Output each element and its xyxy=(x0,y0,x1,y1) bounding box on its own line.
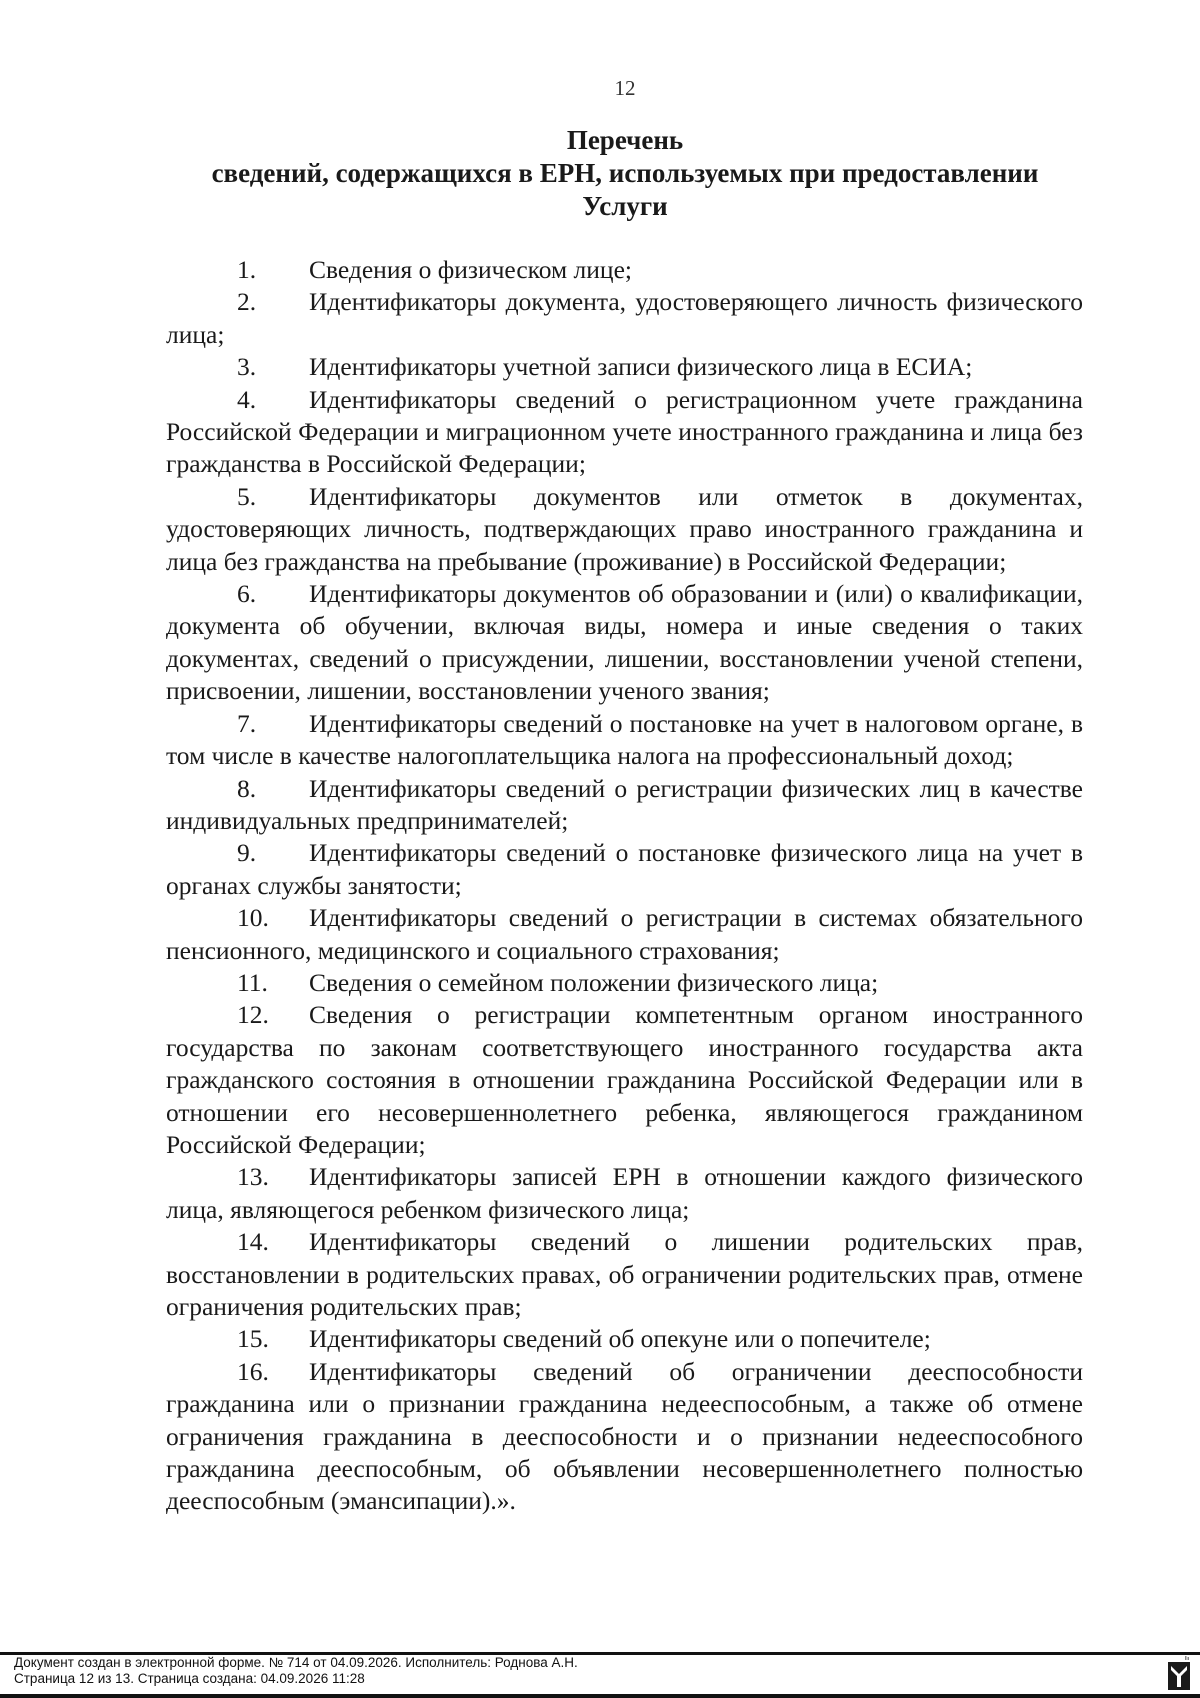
list-item xyxy=(166,708,1083,773)
item-number: 1. xyxy=(237,255,257,284)
item-text: Сведения о семейном положении физического лица; xyxy=(309,967,879,997)
document-title xyxy=(160,124,1090,223)
item-text: Идентификаторы сведений о постановке физического лица на учет в органах службы занятости; xyxy=(166,838,1083,900)
page-number: 12 xyxy=(614,76,636,100)
item-number: 12. xyxy=(237,1000,269,1030)
list-item xyxy=(166,837,1083,902)
footer-bottom-border xyxy=(0,1694,1200,1698)
item-number: 10. xyxy=(237,903,269,933)
item-text: Идентификаторы сведений об опекуне или о попечителе; xyxy=(309,1324,931,1354)
list-item xyxy=(166,1226,1083,1323)
items-list xyxy=(166,254,1083,1518)
list-item xyxy=(166,384,1083,481)
item-number: 13. xyxy=(237,1162,269,1192)
item-number: 2. xyxy=(237,287,257,317)
title-line-1: Перечень xyxy=(566,125,684,155)
title-line-3: Услуги xyxy=(582,191,668,221)
item-text: Идентификаторы сведений о регистрации физических лиц в качестве индивидуальных предпринимателей; xyxy=(166,773,1083,835)
item-number: 7. xyxy=(237,708,257,738)
item-text: Идентификаторы записей ЕРН в отношении каждого физического лица, являющегося ребенком физического лица; xyxy=(166,1162,1083,1224)
list-item xyxy=(166,902,1083,967)
item-text: Идентификаторы сведений о регистрации в системах обязательного пенсионного, медицинского и социального страхования; xyxy=(166,903,1083,965)
footer-stamp xyxy=(14,1655,578,1687)
list-item xyxy=(166,286,1083,351)
list-item xyxy=(166,481,1083,578)
item-text: Идентификаторы сведений о постановке на учет в налоговом органе, в том числе в качестве налогоплательщика налога на профессиональный доход; xyxy=(166,708,1083,771)
item-text: Сведения о регистрации компетентным органом иностранного государства по законам соответствующего иностранного государства акта гражданского состояния в отношении гражданина Российской Федерации или в отношении его несовершеннолетнего ребенка, являющегося гражданином Российской Федерации; xyxy=(166,1000,1083,1159)
item-number: 4. xyxy=(237,384,257,414)
item-text: Идентификаторы учетной записи физического лица в ЕСИА; xyxy=(309,352,973,382)
item-text: Идентификаторы документа, удостоверяющего личность физического лица; xyxy=(166,287,1083,349)
footer-line-2: Страница 12 из 13. Страница создана: 04.09.2026 11:28 xyxy=(14,1671,365,1686)
item-text: Сведения о физическом лице; xyxy=(309,255,632,284)
title-line-2: сведений, содержащихся в ЕРН, используемых при предоставлении xyxy=(211,158,1039,188)
list-item xyxy=(166,967,1083,999)
list-item xyxy=(166,351,1083,383)
item-text: Идентификаторы сведений об ограничении дееспособности гражданина или о признании гражданина недееспособным, а также об отмене ограничения гражданина в дееспособности и о признании недееспособного гражданина дееспособным, об объявлении несовершеннолетнего полностью дееспособным (эмансипации).». xyxy=(166,1356,1083,1516)
item-number: 15. xyxy=(237,1324,269,1354)
item-number: 3. xyxy=(237,352,257,382)
item-number: 11. xyxy=(237,967,268,997)
item-number: 5. xyxy=(237,481,257,511)
list-item xyxy=(166,578,1083,708)
item-text: Идентификаторы документов об образовании и (или) о квалификации, документа об обучении, включая виды, номера и иные сведения о таких документах, сведений о присуждении, лишении, восстановлении ученой степени, присвоении, лишении, восстановлении ученого звания; xyxy=(166,579,1083,706)
item-text: Идентификаторы сведений о регистрационном учете гражданина Российской Федерации и миграционном учете иностранного гражданина и лица без гражданства в Российской Федерации; xyxy=(166,384,1083,479)
item-number: 14. xyxy=(237,1227,269,1257)
list-item xyxy=(166,1356,1083,1518)
list-item xyxy=(166,254,1083,286)
list-item xyxy=(166,1323,1083,1355)
list-item xyxy=(166,999,1083,1161)
footer-line-1: Документ создан в электронной форме. № 714 от 04.09.2026. Исполнитель: Роднова А.Н. xyxy=(14,1655,578,1670)
item-text: Идентификаторы сведений о лишении родительских прав, восстановлении в родительских правах, об ограничении родительских прав, отмене ограничения родительских прав; xyxy=(166,1227,1083,1321)
list-item xyxy=(166,773,1083,838)
item-number: 8. xyxy=(237,773,257,803)
document-system-logo-icon xyxy=(1168,1656,1190,1690)
item-number: 6. xyxy=(237,579,257,609)
item-text: Идентификаторы документов или отметок в документах, удостоверяющих личность, подтверждающих право иностранного гражданина и лица без гражданства на пребывание (проживание) в Российской Федерации; xyxy=(166,481,1083,576)
list-item xyxy=(166,1161,1083,1226)
item-number: 16. xyxy=(237,1356,269,1386)
item-number: 9. xyxy=(237,838,257,868)
